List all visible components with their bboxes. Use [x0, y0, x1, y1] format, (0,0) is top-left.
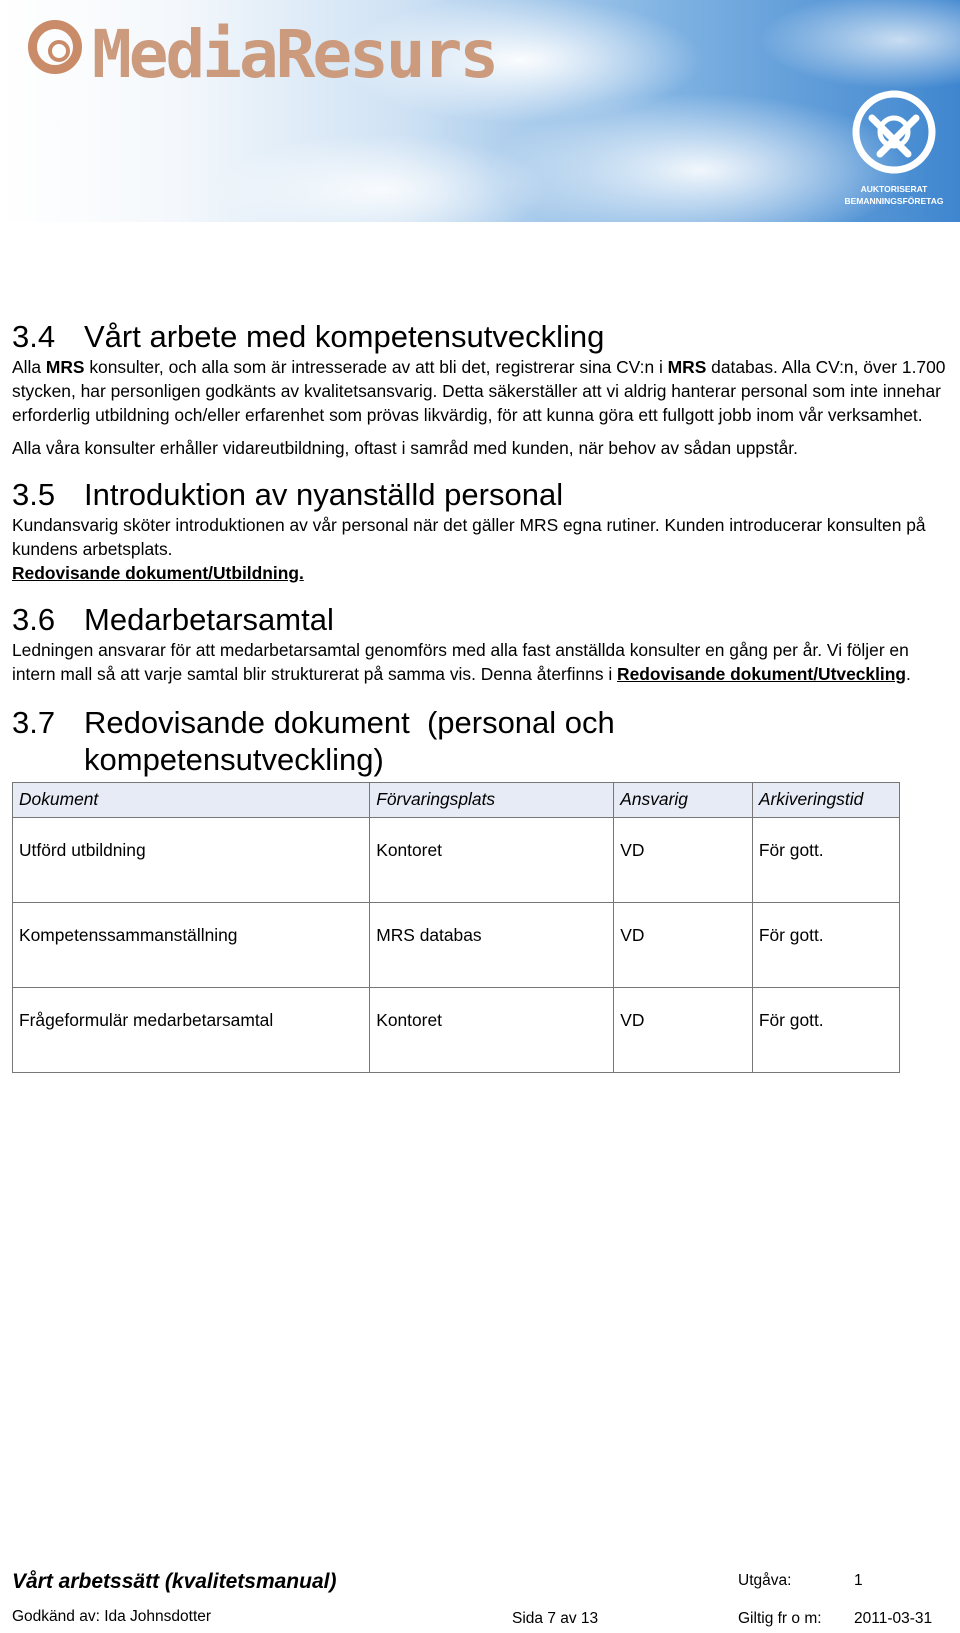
- table-cell: MRS databas: [370, 903, 614, 988]
- section-3-4-heading: [12, 318, 948, 355]
- authorization-emblem-icon: [850, 88, 938, 178]
- table-cell: VD: [614, 818, 753, 903]
- table-cell: Kontoret: [370, 818, 614, 903]
- section-3-5-heading: [12, 476, 948, 513]
- column-header: Arkiveringstid: [752, 783, 899, 818]
- footer-edition-label: Utgåva:: [738, 1572, 792, 1589]
- table-header-row: [13, 783, 900, 818]
- footer-approved-by: Godkänd av: Ida Johnsdotter: [12, 1608, 212, 1625]
- footer-edition-value: 1: [854, 1572, 863, 1589]
- footer-valid-from-label: Giltig fr o m:: [738, 1610, 822, 1627]
- section-3-4-paragraph-1: [12, 355, 948, 427]
- column-header: Dokument: [13, 783, 370, 818]
- column-header: Förvaringsplats: [370, 783, 614, 818]
- footer-page-number: Sida 7 av 13: [512, 1610, 599, 1627]
- table-row: [13, 988, 900, 1073]
- reference-link-utbildning[interactable]: Redovisande dokument/Utbildning.: [12, 563, 304, 583]
- table-row: [13, 818, 900, 903]
- column-header: Ansvarig: [614, 783, 753, 818]
- authorized-badge: [834, 88, 954, 218]
- table-cell: VD: [614, 988, 753, 1073]
- text-run: Alla: [12, 357, 46, 377]
- section-title: Medarbetarsamtal: [84, 602, 334, 637]
- section-title: Vårt arbete med kompetensutveckling: [84, 319, 605, 354]
- section-title-line-2: kompetensutveckling): [84, 742, 384, 777]
- table-cell: För gott.: [752, 818, 899, 903]
- mediaresurs-logo-icon: [28, 20, 82, 74]
- table-cell: Kompetenssammanställning: [13, 903, 370, 988]
- table-cell: För gott.: [752, 903, 899, 988]
- section-3-5-paragraph: Kundansvarig sköter introduktionen av vår personal när det gäller MRS egna rutiner. Kunden introducerar konsulten på kundens arbetsplats.: [12, 515, 926, 559]
- page-footer: [12, 1562, 952, 1632]
- footer-document-title: Vårt arbetssätt (kvalitetsmanual): [12, 1570, 337, 1593]
- section-3-4-paragraph-2: Alla våra konsulter erhåller vidareutbildning, oftast i samråd med kunden, när behov av sådan uppstår.: [12, 438, 798, 458]
- badge-line-1: AUKTORISERAT: [860, 184, 928, 194]
- section-number: 3.6: [12, 602, 56, 637]
- text-run: Ledningen ansvarar för att medarbetarsamtal genomförs med alla fast anställda konsulter en gång per år. Vi följer en intern mall så att varje samtal blir strukturerat på samma vis. Denna återfinns i: [12, 640, 909, 684]
- section-number: 3.4: [12, 319, 56, 354]
- text-run: konsulter, och alla som är intresserade av att bli det, registrerar sina CV:n i: [84, 357, 668, 377]
- header-banner: [0, 0, 960, 222]
- section-3-6-heading: [12, 601, 948, 638]
- text-run-bold: MRS: [667, 357, 707, 377]
- section-title-line-1: Redovisande dokument (personal och: [84, 705, 615, 740]
- text-run: .: [906, 664, 911, 684]
- table-cell: Frågeformulär medarbetarsamtal: [13, 988, 370, 1073]
- reference-link-utveckling[interactable]: Redovisande dokument/Utveckling: [617, 664, 906, 684]
- text-run: databas. Alla CV:n, över 1.700 stycken, har personligen godkänts av kvalitetsansvarig. Detta säkerställer att vi aldrig hanterar personal som inte innehar erforderlig utbildning och/eller erfarenhet som prövas likvärdig, för att kunna göra ett fullgott jobb inom vår verksamhet.: [12, 357, 946, 425]
- section-number: 3.7: [12, 705, 56, 740]
- documents-table: [12, 782, 900, 1073]
- section-3-6-paragraph: [12, 638, 948, 686]
- table-cell: Utförd utbildning: [13, 818, 370, 903]
- table-cell: För gott.: [752, 988, 899, 1073]
- section-3-7-heading: [12, 704, 948, 778]
- table-row: [13, 903, 900, 988]
- footer-valid-from-value: 2011-03-31: [854, 1610, 933, 1627]
- table-cell: VD: [614, 903, 753, 988]
- text-run-bold: MRS: [45, 357, 85, 377]
- badge-line-2: BEMANNINGSFÖRETAG: [844, 196, 944, 206]
- section-number: 3.5: [12, 477, 56, 512]
- document-body: [12, 318, 948, 1073]
- logo-text: MediaResurs: [92, 16, 497, 93]
- section-title: Introduktion av nyanställd personal: [84, 477, 564, 512]
- table-cell: Kontoret: [370, 988, 614, 1073]
